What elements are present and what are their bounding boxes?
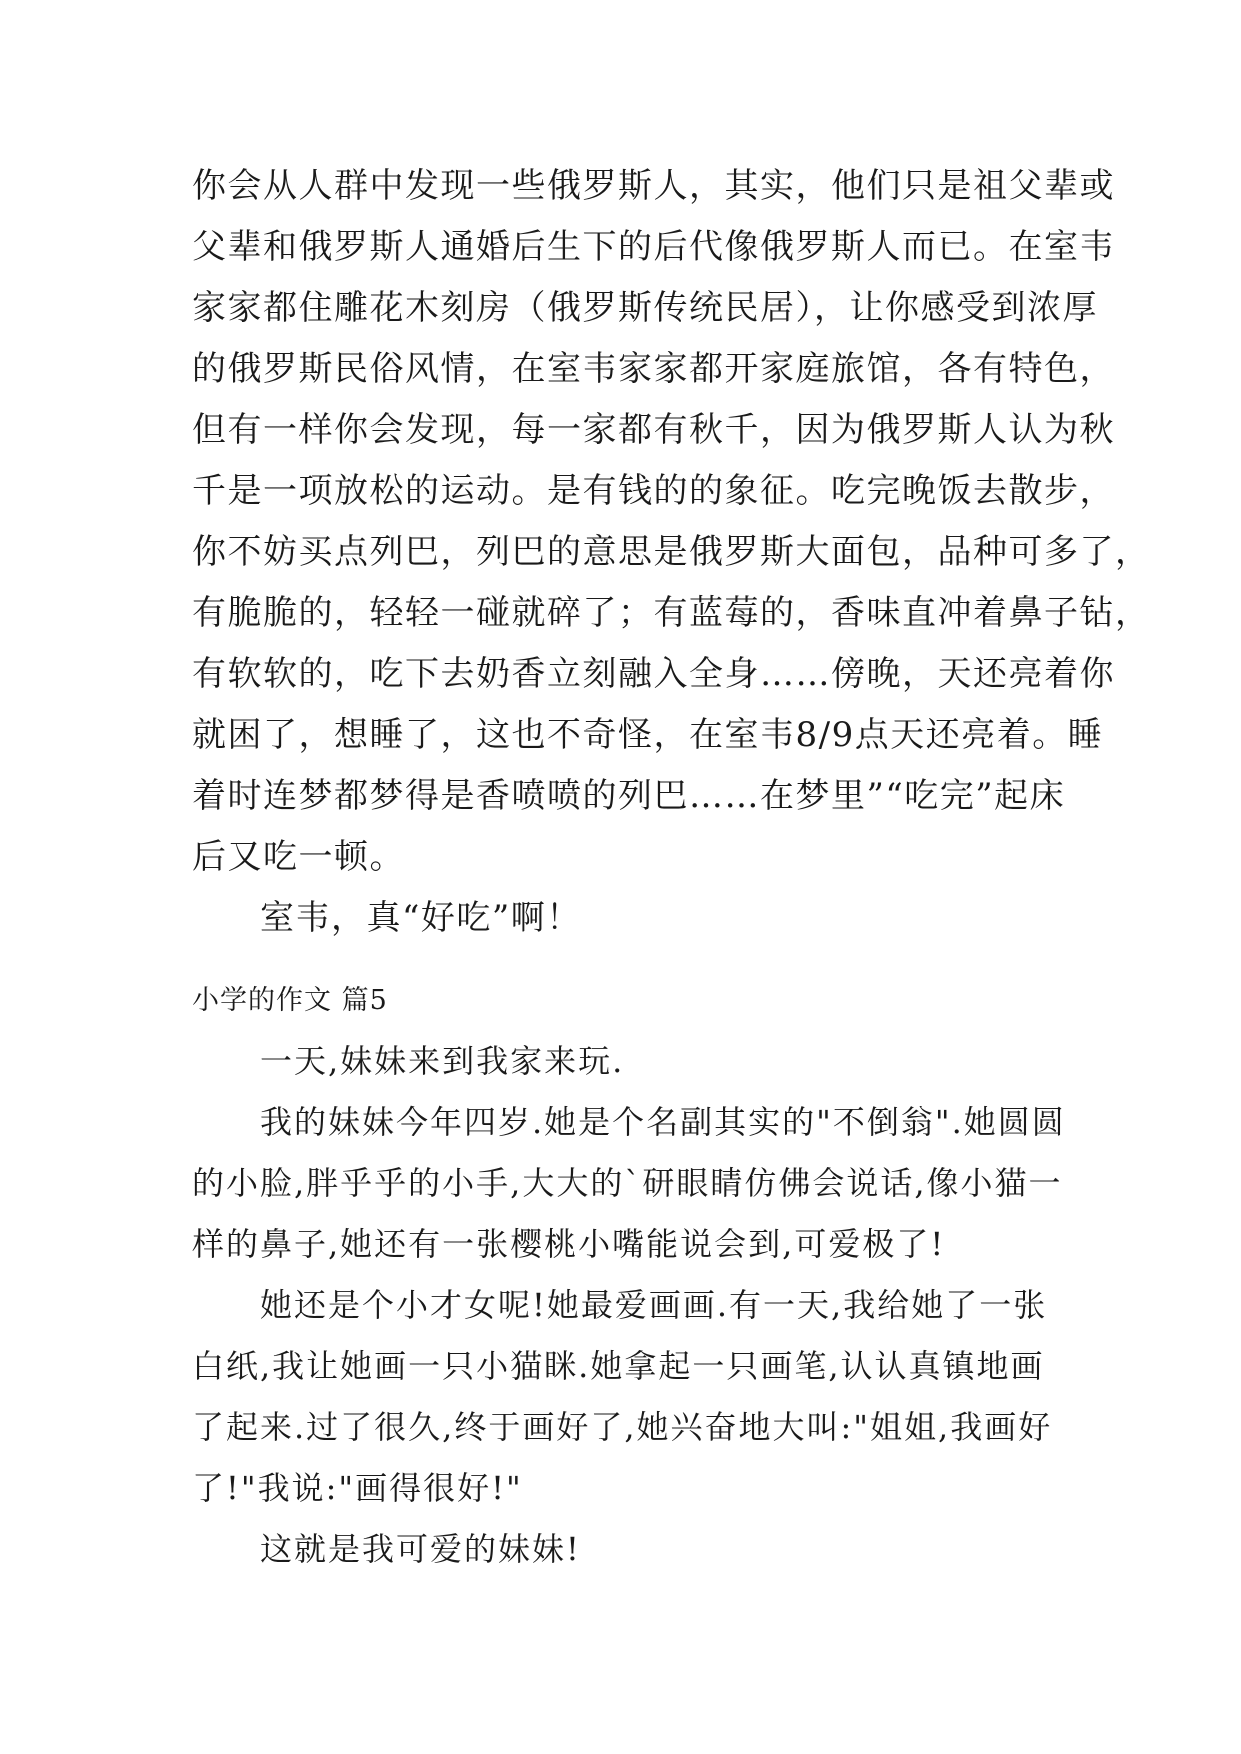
essay-4-body <box>192 156 1151 949</box>
closing-line: 室韦，真“好吃”啊！ <box>260 898 582 938</box>
paragraph-line: 父辈和俄罗斯人通婚后生下的后代像俄罗斯人而已。在室韦 <box>192 227 1115 267</box>
paragraph-line: 有脆脆的，轻轻一碰就碎了；有蓝莓的，香味直冲着鼻子钻， <box>192 593 1151 633</box>
paragraph-line: 一天,妹妹来到我家来玩. <box>260 1042 625 1080</box>
paragraph-line: 你不妨买点列巴，列巴的意思是俄罗斯大面包，品种可多了， <box>192 532 1151 572</box>
paragraph-line: 着时连梦都梦得是香喷喷的列巴……在梦里”“吃完”起床 <box>192 776 1066 816</box>
paragraph-line: 家家都住雕花木刻房（俄罗斯传统民居），让你感受到浓厚 <box>192 288 1098 328</box>
paragraph-line: 她还是个小才女呢!她最爱画画.有一天,我给她了一张 <box>260 1286 1048 1324</box>
paragraph-line: 你会从人群中发现一些俄罗斯人，其实，他们只是祖父辈或 <box>192 166 1115 206</box>
section-title: 小学的作文 篇5 <box>192 985 388 1016</box>
essay-5-body <box>192 1031 1066 1580</box>
paragraph-line: 千是一项放松的运动。是有钱的的象征。吃完晚饭去散步， <box>192 471 1115 511</box>
paragraph-line: 了起来.过了很久,终于画好了,她兴奋地大叫:"姐姐,我画好 <box>192 1408 1053 1446</box>
paragraph-line: 我的妹妹今年四岁.她是个名副其实的"不倒翁".她圆圆 <box>260 1103 1066 1141</box>
paragraph-line: 样的鼻子,她还有一张樱桃小嘴能说会到,可爱极了! <box>192 1225 946 1263</box>
essay-5 <box>192 851 1066 1580</box>
paragraph-line: 但有一样你会发现，每一家都有秋千，因为俄罗斯人认为秋 <box>192 410 1115 450</box>
paragraph-line: 白纸,我让她画一只小猫眯.她拿起一只画笔,认认真镇地画 <box>192 1347 1045 1385</box>
paragraph-line: 就困了，想睡了，这也不奇怪，在室韦8/9点天还亮着。睡 <box>192 715 1104 755</box>
paragraph-line: 的俄罗斯民俗风情，在室韦家家都开家庭旅馆，各有特色， <box>192 349 1115 389</box>
paragraph-line: 后又吃一顿。 <box>192 837 405 877</box>
paragraph-line: 这就是我可爱的妹妹! <box>260 1530 581 1568</box>
paragraph-line: 了!"我说:"画得很好!" <box>192 1469 523 1507</box>
paragraph-line: 的小脸,胖乎乎的小手,大大的`研眼睛仿佛会说话,像小猫一 <box>192 1164 1063 1202</box>
paragraph-line: 有软软的，吃下去奶香立刻融入全身……傍晚，天还亮着你 <box>192 654 1115 694</box>
